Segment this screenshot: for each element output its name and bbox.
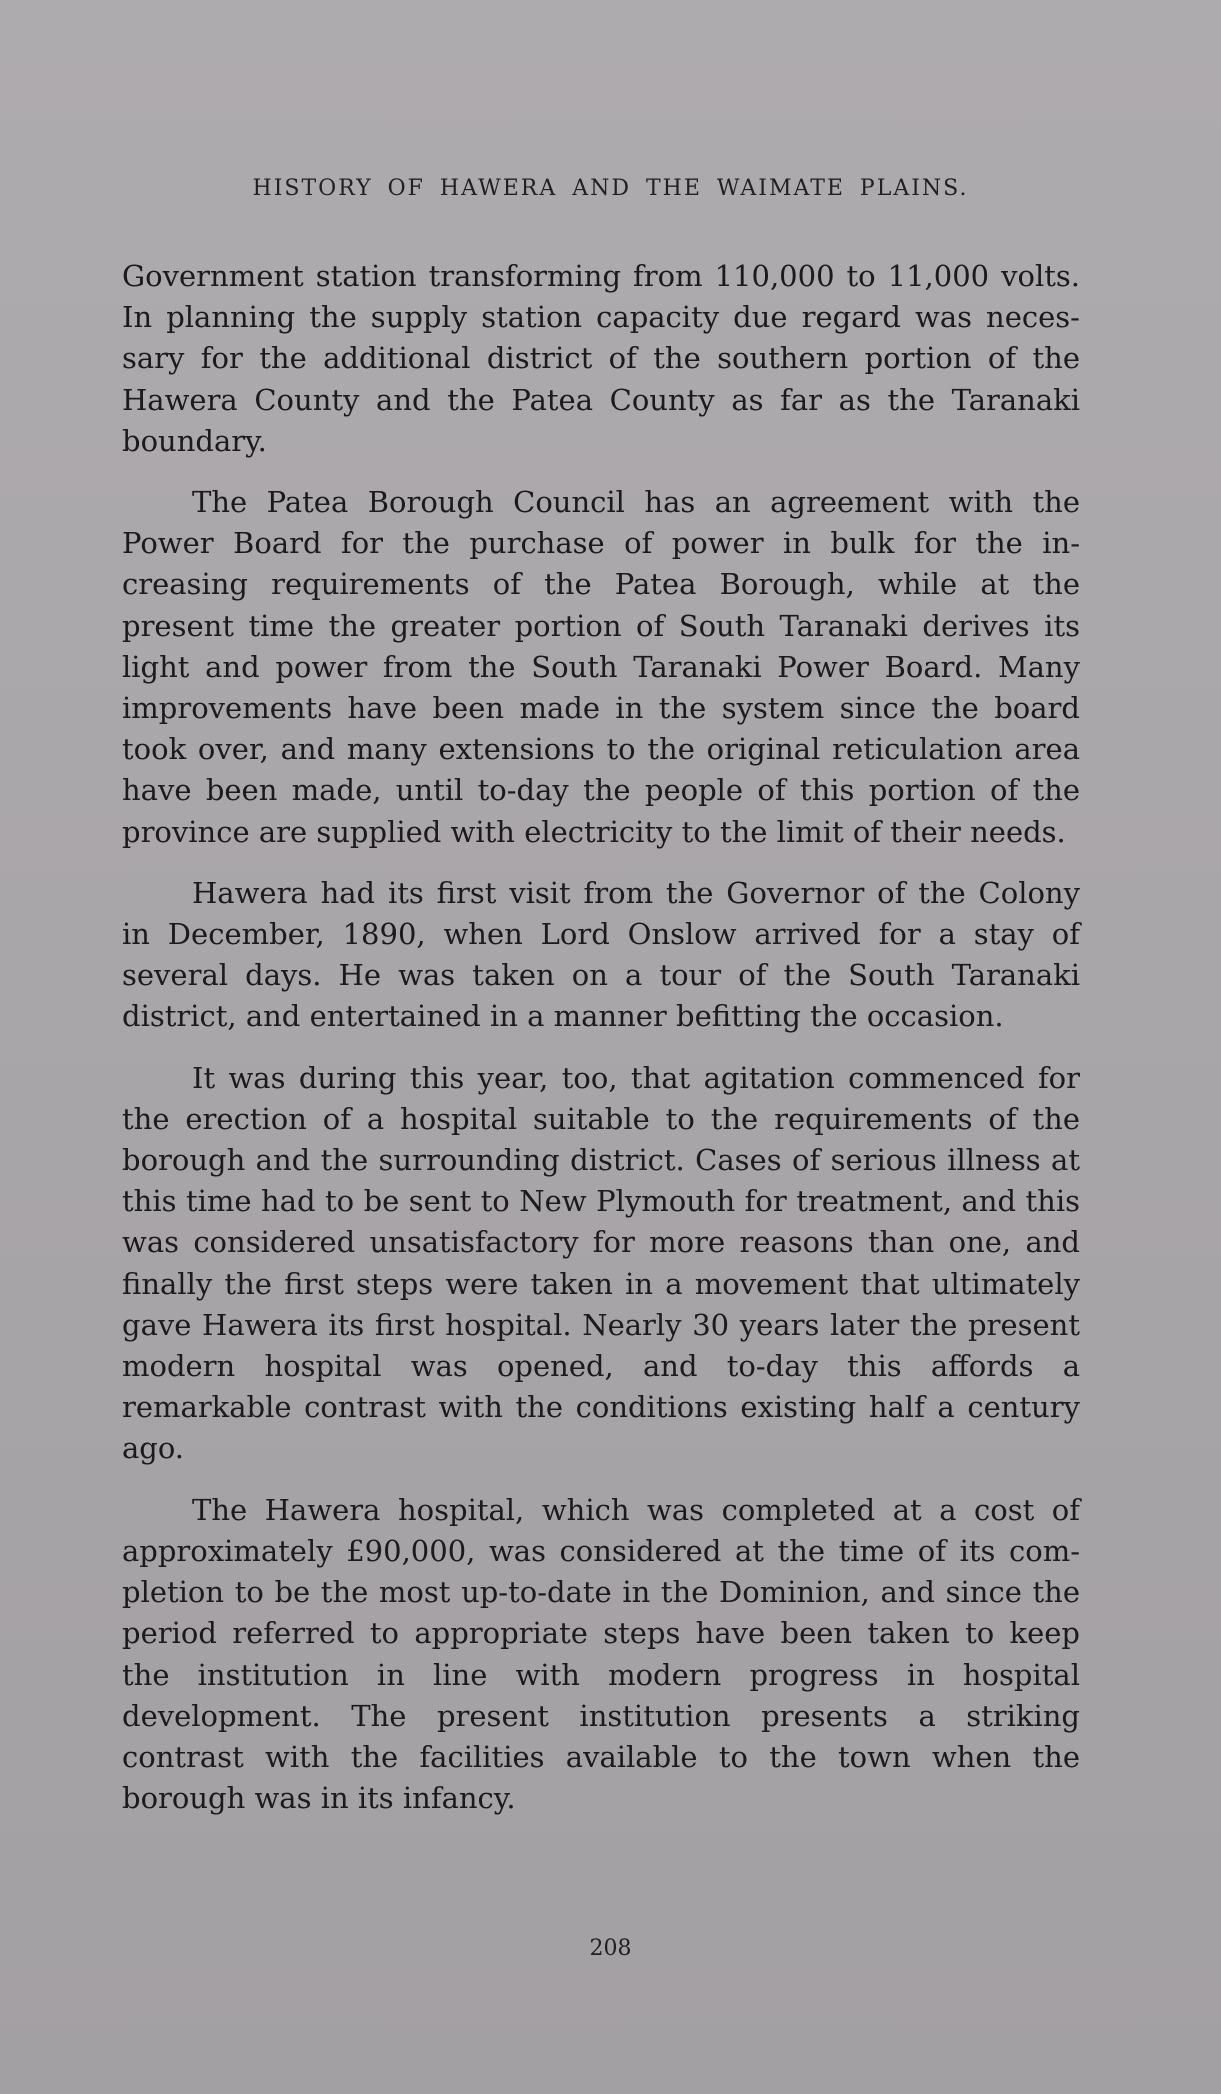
page-number: 208 bbox=[589, 1936, 632, 1961]
paragraph-3: Hawera had its first visit from the Governor of the Colony in December, 1890, when Lord Onslow arrived for a stay of several days. He was taken on a tour of the South Taranaki district, and entertained in a manner befitting the occasion. bbox=[122, 875, 1080, 1034]
body-text bbox=[122, 256, 1080, 1839]
paragraph-1: Government station transforming from 110,000 to 11,000 volts. In planning the supply station capacity due regard was neces-sary for the additional district of the southern portion of the Hawera County and the Patea County as far as the Taranaki boundary. bbox=[122, 259, 1080, 458]
paragraph-4: It was during this year, too, that agitation commenced for the erection of a hospital suitable to the requirements of the borough and the surrounding district. Cases of serious illness at this time had to be sent to New Plymouth for treatment, and this was considered unsatisfactory for more reasons than one, and finally the first steps were taken in a movement that ultimately gave Hawera its first hospital. Nearly 30 years later the present modern hospital was opened, and to-day this affords a remarkable contrast with the conditions existing half a century ago. bbox=[122, 1060, 1080, 1466]
paragraph-2: The Patea Borough Council has an agreement with the Power Board for the purchase of power in bulk for the in-creasing requirements of the Patea Borough, while at the present time the greater portion of South Taranaki derives its light and power from the South Taranaki Power Board. Many improvements have been made in the system since the board took over, and many extensions to the original reticulation area have been made, until to-day the people of this portion of the province are supplied with electricity to the limit of their needs. bbox=[122, 485, 1080, 849]
paragraph-5: The Hawera hospital, which was completed at a cost of approximately £90,000, was considered at the time of its com-pletion to be the most up-to-date in the Dominion, and since the period referred to appropriate steps have been taken to keep the institution in line with modern progress in hospital development. The present institution presents a striking contrast with the facilities available to the town when the borough was in its infancy. bbox=[122, 1492, 1080, 1816]
running-head: HISTORY OF HAWERA AND THE WAIMATE PLAINS. bbox=[252, 176, 969, 201]
